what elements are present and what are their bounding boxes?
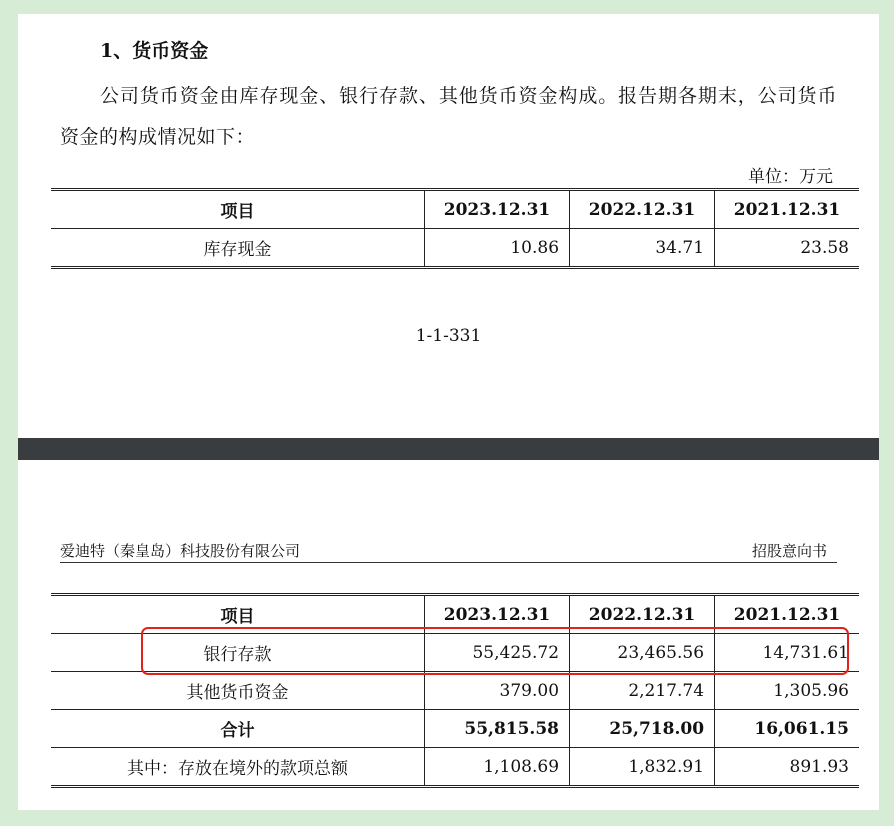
col-header-item: 项目 [51,595,425,634]
cell-2022: 1,832.91 [570,748,715,787]
body-paragraph: 公司货币资金由库存现金、银行存款、其他货币资金构成。报告期各期末，公司货币资金的构成情况如下： [60,85,837,148]
cell-2021: 23.58 [715,229,859,268]
cell-2023: 379.00 [425,672,570,710]
cell-2021: 1,305.96 [715,672,859,710]
table-row [51,229,859,268]
cash-table-part1 [51,188,859,269]
bank-deposits-highlight-box [141,627,849,675]
company-header: 爱迪特（秦皇岛）科技股份有限公司 [60,542,301,560]
page-number: 1-1-331 [415,326,482,346]
cell-2022: 2,217.74 [570,672,715,710]
col-header-2021: 2021.12.31 [715,190,859,229]
col-header-2022: 2022.12.31 [570,190,715,229]
row-label: 银行存款 [51,634,425,672]
row-label: 其他货币资金 [51,672,425,710]
row-label: 合计 [51,710,425,748]
page-divider [18,438,879,460]
unit-label: 单位：万元 [748,167,833,187]
header-rule [60,562,837,563]
row-label: 库存现金 [51,229,425,268]
col-header-2023: 2023.12.31 [425,190,570,229]
table-header-row [51,190,859,229]
col-header-2023: 2023.12.31 [425,595,570,634]
cell-2023: 1,108.69 [425,748,570,787]
section-heading: 1、货币资金 [100,40,209,62]
cell-2023: 10.86 [425,229,570,268]
cell-2023: 55,425.72 [425,634,570,672]
cash-table-part2 [51,593,859,788]
col-header-2022: 2022.12.31 [570,595,715,634]
cell-2022: 25,718.00 [570,710,715,748]
row-label: 其中：存放在境外的款项总额 [51,748,425,787]
document-type: 招股意向书 [751,542,827,560]
cell-2021: 891.93 [715,748,859,787]
cell-2021: 16,061.15 [715,710,859,748]
table-row-overseas [51,748,859,787]
table-row-total [51,710,859,748]
col-header-item: 项目 [51,190,425,229]
cell-2022: 34.71 [570,229,715,268]
col-header-2021: 2021.12.31 [715,595,859,634]
document-page-top [18,14,879,438]
cell-2022: 23,465.56 [570,634,715,672]
table-row-other-funds [51,672,859,710]
cell-2023: 55,815.58 [425,710,570,748]
cell-2021: 14,731.61 [715,634,859,672]
